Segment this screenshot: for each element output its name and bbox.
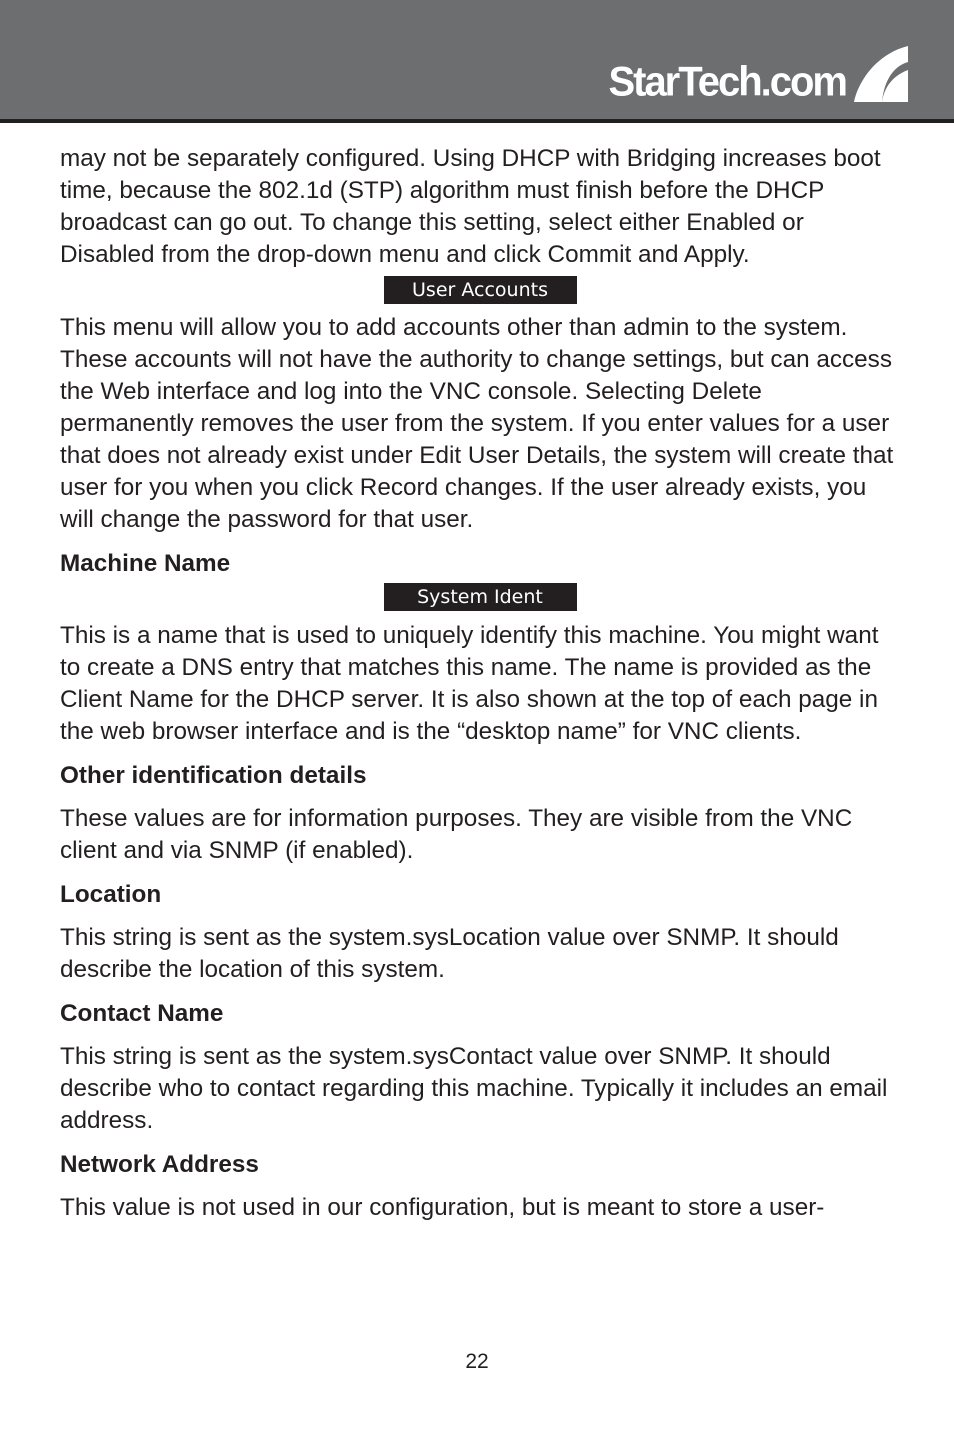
heading-network-address: Network Address [60,1151,259,1178]
startech-swoosh-icon [848,42,910,104]
paragraph-other-details: These values are for information purposes. They are visible from the VNC client and via SNMP (if enabled). [60,805,853,864]
page-header [0,0,954,119]
heading-location: Location [60,881,162,908]
heading-machine-name: Machine Name [60,550,231,577]
paragraph-dhcp-bridging: may not be separately configured. Using DHCP with Bridging increases boot time, because the 802.1d (STP) algorithm must finish before the DHCP broadcast can go out. To change this setting, select either Enabled or Disabled from the drop-down menu and click Commit and Apply. [60,145,881,268]
brand-name: StarTech.com [608,58,846,106]
user-accounts-button[interactable]: User Accounts [384,276,577,304]
startech-logo [608,42,910,104]
paragraph-machine-name: This is a name that is used to uniquely identify this machine. You might want to create a DNS entry that matches this name. The name is provided as the Client Name for the DHCP server. It is also shown at the top of each page in the web browser interface and is the “desktop name” for VNC clients. [60,622,879,745]
system-ident-button[interactable]: System Ident [384,583,577,611]
page-number: 22 [465,1350,489,1373]
heading-contact-name: Contact Name [60,1000,224,1027]
paragraph-location: This string is sent as the system.sysLocation value over SNMP. It should describe the location of this system. [60,924,839,983]
paragraph-network-address: This value is not used in our configuration, but is meant to store a user- [60,1194,825,1221]
system-ident-button-row [60,583,900,611]
page-content [60,143,900,1224]
heading-other-details: Other identification details [60,762,367,789]
paragraph-user-accounts: This menu will allow you to add accounts other than admin to the system. These accounts will not have the authority to change settings, but can access the Web interface and log into the VNC console. Selecting Delete permanently removes the user from the system. If you enter values for a user that does not already exist under Edit User Details, the system will create that user for you when you click Record changes. If the user already exists, you will change the password for that user. [60,314,894,533]
paragraph-contact-name: This string is sent as the system.sysContact value over SNMP. It should describe who to contact regarding this machine. Typically it includes an email address. [60,1043,888,1134]
header-rule [0,119,954,123]
user-accounts-button-row [60,276,900,304]
